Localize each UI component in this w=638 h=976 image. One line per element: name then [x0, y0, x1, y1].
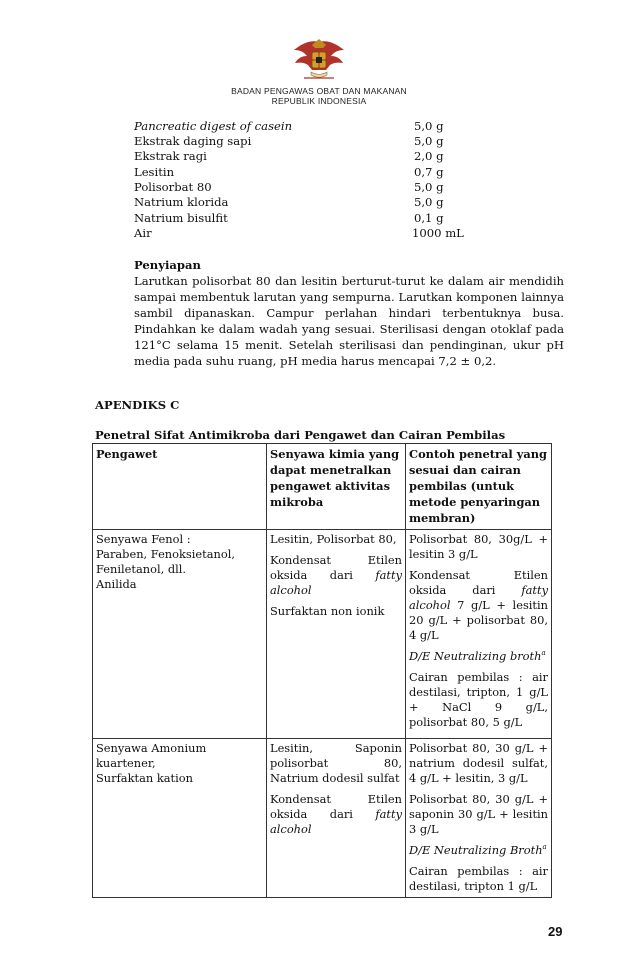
ingredient-amount: 0,1 g	[414, 211, 444, 225]
cell-line: Surfaktan kation	[96, 771, 193, 785]
ingredient-name: Lesitin	[134, 165, 175, 179]
cell-paragraph: Lesitin, Polisorbat 80,	[270, 532, 397, 546]
ingredient-name: Ekstrak ragi	[134, 149, 207, 163]
cell-text-italic: fatty alcohol	[270, 568, 403, 597]
ingredient-name: Pancreatic digest of casein	[134, 119, 293, 133]
page-number: 29	[548, 924, 563, 939]
preparation-text	[134, 273, 564, 369]
ingredient-row	[134, 165, 464, 180]
cell-neutralizing-chemical	[267, 530, 406, 739]
table-row	[93, 530, 552, 739]
cell-preservative	[93, 739, 267, 898]
cell-text-italic: fatty alcohol	[270, 807, 403, 836]
cell-text-italic: fatty alcohol	[409, 583, 549, 612]
ingredient-amount: 5,0 g	[414, 134, 444, 148]
cell-text-italic: D/E Neutralizing broth	[409, 649, 542, 663]
cell-text: 7 g/L + lesitin 20 g/L + polisorbat 80, 4 g/L	[409, 598, 548, 642]
ingredient-name: Natrium bisulfit	[134, 211, 228, 225]
cell-line: Senyawa Amonium	[96, 741, 207, 755]
ingredient-amount: 0,7 g	[414, 165, 444, 179]
ingredient-amount: 5,0 g	[414, 195, 444, 209]
ingredient-row	[134, 211, 464, 226]
cell-line: Senyawa Fenol :	[96, 532, 191, 546]
cell-paragraph: Lesitin, Saponin polisorbat 80, Natrium dodesil sulfat	[270, 741, 402, 785]
cell-text: Kondensat Etilen oksida dari	[409, 568, 548, 597]
header-preservative: Pengawet	[93, 444, 267, 530]
cell-paragraph: Polisorbat 80, 30 g/L + saponin 30 g/L + lesitin 3 g/L	[409, 792, 548, 836]
cell-text-italic: D/E Neutralizing Broth	[409, 843, 543, 857]
ingredient-name: Air	[134, 226, 152, 240]
cell-paragraph	[270, 553, 402, 598]
table-header-row	[93, 444, 552, 530]
ingredient-name: Natrium klorida	[134, 195, 229, 209]
cell-text: Kondensat Etilen oksida dari	[270, 792, 402, 821]
cell-paragraph: Cairan pembilas : air destilasi, tripton 1 g/L	[409, 864, 548, 893]
ingredient-name: Polisorbat 80	[134, 180, 212, 194]
ingredient-amount: 1000 mL	[412, 226, 464, 240]
cell-paragraph	[409, 649, 548, 664]
agency-name-line2: REPUBLIK INDONESIA	[271, 96, 367, 106]
ingredient-amount: 5,0 g	[414, 180, 444, 194]
ingredient-row	[134, 149, 464, 164]
garuda-emblem-icon	[290, 36, 348, 84]
ingredient-row	[134, 119, 464, 134]
preparation-heading: Penyiapan	[134, 258, 201, 272]
ingredient-row	[134, 134, 464, 149]
cell-paragraph	[409, 568, 548, 643]
appendix-title: APENDIKS C	[95, 398, 180, 412]
cell-paragraph	[409, 843, 548, 858]
header-neutralizing-chemical: Senyawa kimia yang dapat menetralkan pengawet aktivitas mikroba	[267, 444, 406, 530]
footnote-marker: a	[541, 649, 546, 658]
cell-text: Kondensat Etilen oksida dari	[270, 553, 402, 582]
ingredient-row	[134, 195, 464, 210]
cell-neutralizing-chemical	[267, 739, 406, 898]
table-row	[93, 739, 552, 898]
cell-line: Feniletanol, dll.	[96, 562, 187, 576]
ingredient-amount: 5,0 g	[414, 119, 444, 133]
cell-line: Paraben, Fenoksietanol,	[96, 547, 235, 561]
agency-name-line1: BADAN PENGAWAS OBAT DAN MAKANAN	[231, 86, 407, 96]
ingredient-name: Ekstrak daging sapi	[134, 134, 252, 148]
footnote-marker: a	[542, 843, 547, 852]
ingredient-amount: 2,0 g	[414, 149, 444, 163]
cell-paragraph: Polisorbat 80, 30g/L + lesitin 3 g/L	[409, 532, 548, 561]
cell-example-neutralizer	[406, 530, 552, 739]
cell-paragraph	[270, 792, 402, 837]
cell-preservative	[93, 530, 267, 739]
cell-paragraph: Cairan pembilas : air destilasi, tripton, 1 g/L + NaCl 9 g/L, polisorbat 80, 5 g/L	[409, 670, 548, 729]
ingredient-row	[134, 180, 464, 195]
cell-example-neutralizer	[406, 739, 552, 898]
cell-line: Anilida	[96, 577, 137, 591]
ingredient-row	[134, 226, 464, 241]
preparation-paragraph: Larutkan polisorbat 80 dan lesitin berturut-turut ke dalam air mendidih sampai membentuk larutan yang sempurna. Larutkan komponen lainnya sambil dipanaskan. Campur perlahan hindari terbentuknya busa. Pindahkan ke dalam wadah yang sesuai. Sterilisasi dengan otoklaf pada 121°C selama 15 menit. Setelah sterilisasi dan pendinginan, ukur pH media pada suhu ruang, pH media harus mencapai 7,2 ± 0,2.	[134, 274, 564, 368]
table-title: Penetral Sifat Antimikroba dari Pengawet dan Cairan Pembilas	[95, 428, 506, 442]
cell-line: kuartener,	[96, 756, 156, 770]
cell-paragraph: Surfaktan non ionik	[270, 604, 385, 618]
header-example-neutralizer: Contoh penetral yang sesuai dan cairan pembilas (untuk metode penyaringan membran)	[406, 444, 552, 530]
neutralizer-table	[92, 443, 552, 898]
cell-paragraph: Polisorbat 80, 30 g/L + natrium dodesil sulfat, 4 g/L + lesitin, 3 g/L	[409, 741, 548, 785]
